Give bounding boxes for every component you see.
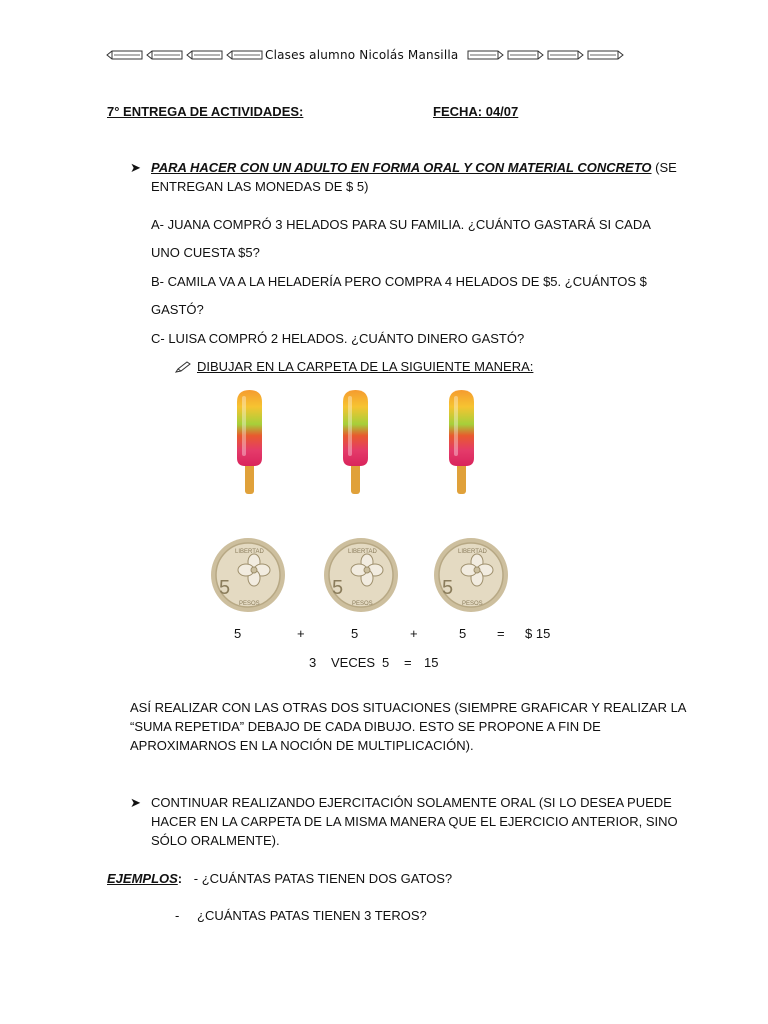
problem-a-line-1: A- JUANA COMPRÓ 3 HELADOS PARA SU FAMILIA. ¿CUÁNTO GASTARÁ SI CADA [151, 217, 651, 232]
pencil-decoration-icon [466, 49, 504, 61]
instruction-line-2: ENTREGAN LAS MONEDAS DE $ 5) [151, 179, 369, 194]
icecream-row [200, 384, 510, 496]
example-item-2: ¿CUÁNTAS PATAS TIENEN 3 TEROS? [197, 908, 427, 923]
pencil-decoration-icon [146, 49, 184, 61]
coin-value: 5 [219, 577, 231, 599]
pencil-decoration-icon [586, 49, 624, 61]
pencil-decoration-icon [186, 49, 224, 61]
example-item-1: - ¿CUÁNTAS PATAS TIENEN DOS GATOS? [193, 871, 453, 886]
coin-image [209, 536, 287, 614]
problem-b-line-1: B- CAMILA VA A LA HELADERÍA PERO COMPRA 4 HELADOS DE $5. ¿CUÁNTOS $ [151, 274, 647, 289]
sum-operator: + [297, 626, 305, 641]
delivery-date: FECHA: 04/07 [433, 104, 519, 119]
coin-text-top: LIBERTAD [458, 549, 487, 555]
coin-value: 5 [332, 577, 344, 599]
times-result: 15 [424, 655, 439, 670]
sum-term: 5 [351, 626, 359, 641]
sum-operator: + [410, 626, 418, 641]
coin-image [322, 536, 400, 614]
section2-line-1: CONTINUAR REALIZANDO EJERCITACIÓN SOLAMENTE ORAL (SI LO DESEA PUEDE [151, 795, 672, 810]
header-title: Clases alumno Nicolás Mansilla [265, 48, 459, 62]
explanation-line-3: APROXIMARNOS EN LA NOCIÓN DE MULTIPLICACIÓN). [130, 738, 474, 753]
explanation-line-1: ASÍ REALIZAR CON LAS OTRAS DOS SITUACIONES (SIEMPRE GRAFICAR Y REALIZAR LA [130, 700, 687, 715]
pencil-decoration-icon [226, 49, 264, 61]
bullet-arrow-icon: ➤ [130, 160, 141, 175]
times-count: 3 [309, 655, 317, 670]
pencil-decoration-icon [506, 49, 544, 61]
instruction-rest: (SE [651, 160, 677, 175]
coin-text-bottom: PESOS [239, 601, 260, 607]
sum-result: $ 15 [525, 626, 551, 641]
times-term: 5 [382, 655, 390, 670]
delivery-label: 7° ENTREGA DE ACTIVIDADES: [107, 104, 304, 119]
examples-label: EJEMPLOS [107, 871, 178, 886]
sum-term: 5 [234, 626, 242, 641]
sum-term: 5 [459, 626, 467, 641]
bullet-arrow-icon: ➤ [130, 795, 141, 810]
pencil-decoration-icon [106, 49, 144, 61]
section2-line-2: HACER EN LA CARPETA DE LA MISMA MANERA QUE EL EJERCICIO ANTERIOR, SINO [151, 814, 678, 829]
instruction-line-1 [151, 160, 677, 176]
icecream-image [343, 390, 368, 494]
problem-c: C- LUISA COMPRÓ 2 HELADOS. ¿CUÁNTO DINERO GASTÓ? [151, 331, 525, 346]
sum-equals: = [497, 626, 505, 641]
coin-text-top: LIBERTAD [235, 549, 264, 555]
page-header [106, 46, 626, 66]
coin-text-top: LIBERTAD [348, 549, 377, 555]
times-word: VECES [331, 655, 376, 670]
examples-line-1 [107, 871, 452, 887]
examples-colon: : [177, 871, 183, 886]
section2-line-3: SÓLO ORALMENTE). [151, 833, 280, 848]
pencil-icon [175, 361, 191, 373]
coin-text-bottom: PESOS [352, 601, 373, 607]
explanation-line-2: “SUMA REPETIDA” DEBAJO DE CADA DIBUJO. ESTO SE PROPONE A FIN DE [130, 719, 601, 734]
coin-value: 5 [442, 577, 454, 599]
coin-image [432, 536, 510, 614]
times-equals: = [404, 655, 412, 670]
coin-text-bottom: PESOS [462, 601, 483, 607]
example-dash: - [175, 908, 180, 923]
icecream-image [449, 390, 474, 494]
problem-a-line-2: UNO CUESTA $5? [151, 245, 260, 260]
instruction-main: PARA HACER CON UN ADULTO EN FORMA ORAL Y CON MATERIAL CONCRETO [151, 160, 652, 175]
draw-instruction: DIBUJAR EN LA CARPETA DE LA SIGUIENTE MANERA: [197, 359, 534, 374]
icecream-image [237, 390, 262, 494]
problem-b-line-2: GASTÓ? [151, 302, 204, 317]
pencil-decoration-icon [546, 49, 584, 61]
